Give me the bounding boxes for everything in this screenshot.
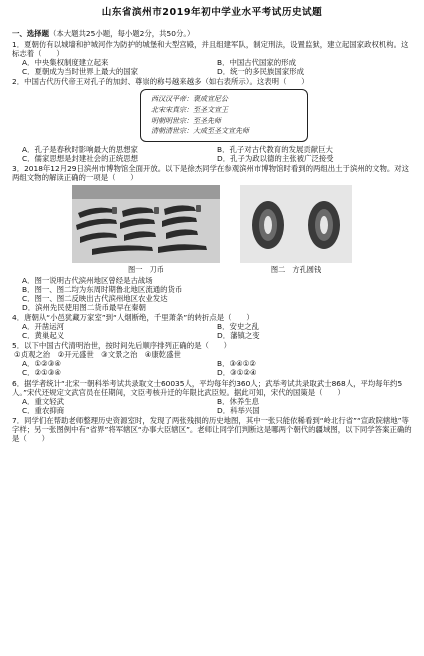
question-5	[12, 341, 412, 377]
question-stem: 3．2018年12月29日滨州市博物馆全面开放。以下是徐杰同学在参观滨州市博物馆时看到的两组出土于滨州的文物。对这两组文物的解读正确的一项是（ ）	[12, 164, 410, 183]
knife-coins-photo	[72, 185, 220, 263]
option-c: C．黄巢起义	[22, 331, 65, 341]
question-2	[12, 77, 412, 163]
section-heading-note: （本大题共25小题，每小题2分，共50分。）	[48, 28, 195, 38]
round-coins-photo	[240, 185, 352, 263]
option-d: D．统一的多民族国家形成	[217, 66, 304, 76]
question-7	[12, 416, 412, 443]
question-options	[12, 397, 412, 415]
option-b: B．图一、图二均为东周时期鲁北地区流通的货币	[22, 285, 183, 295]
question-stem: 2．中国古代历代帝王对孔子的加封、尊崇的称号越来越多（如右表所示）。这表明（ ）	[12, 76, 309, 86]
figure-2	[240, 185, 352, 275]
round-coins-image	[240, 185, 352, 263]
question-options	[12, 58, 412, 76]
option-d: D．孔子为政以德的主张被广泛接受	[217, 154, 334, 164]
title-table	[140, 89, 308, 142]
option-c: C．重农抑商	[22, 405, 65, 415]
table-row: 明朝明世宗：至圣先师	[151, 116, 221, 125]
option-d: D．藩镇之变	[217, 331, 260, 341]
option-a: A．重文轻武	[22, 396, 65, 406]
figures	[12, 185, 412, 275]
option-b: B．孔子对古代教育的发展贡献巨大	[217, 145, 333, 155]
table-row: 清朝清世宗：大成至圣文宣先师	[151, 127, 249, 136]
question-stem: 6．据学者统计“北宋一朝科举考试共录取文士60035人，平均每年约360人；武举考试共录取武士868人，平均每年约5人。”宋代还规定文武官员在任期间，文臣考核升迁的年限比武臣短。据此可知，宋代的国策是（ ）	[12, 378, 403, 397]
option-d: D．③①②④	[217, 368, 257, 378]
figure-2-caption: 图二 方孔圆钱	[270, 265, 322, 275]
option-a: A．孔子是春秋时影响最大的思想家	[22, 145, 138, 155]
question-3	[12, 164, 412, 312]
option-c: C．图一、图二反映出古代滨州地区农业发达	[22, 294, 168, 304]
section-heading	[12, 29, 412, 38]
option-c: C．儒家思想是封建社会的正统思想	[22, 154, 139, 164]
knife-coins-image	[72, 185, 220, 263]
option-a: A．中央集权制度建立起来	[22, 57, 109, 67]
question-sub-items: ①贞观之治 ②开元盛世 ③文景之治 ④康乾盛世	[14, 350, 181, 360]
table-row: 西汉汉平帝：褒成宣尼公	[151, 94, 228, 103]
option-a: A．①②③④	[22, 359, 61, 369]
option-d: D．科举兴国	[217, 405, 260, 415]
figure-1	[72, 185, 220, 275]
question-stem: 5．以下中国古代清明治世，按时间先后顺序排列正确的是（ ）	[12, 341, 232, 351]
option-a: A．开凿运河	[22, 322, 65, 332]
question-stem: 4．唐朝从“小邑犹藏万家室”到“人烟断绝，千里萧条”的转折点是（ ）	[12, 313, 254, 323]
question-stem: 1．夏朝仿有以城墙和护城河作为防护的城堡和大型宫殿，并且组建军队，制定刑法，设置监狱，建立起国家政权机构。这标志着（ ）	[12, 39, 409, 58]
option-c: C．夏朝成为当时世界上最大的国家	[22, 66, 139, 76]
option-b: B．③④①②	[217, 359, 256, 369]
option-a: A．图一说明古代滨州地区曾经是古战场	[22, 276, 153, 286]
option-c: C．②①③④	[22, 368, 62, 378]
option-b: B．安史之乱	[217, 322, 260, 332]
question-options	[12, 322, 412, 340]
question-1	[12, 40, 412, 76]
question-options	[12, 359, 412, 377]
section-heading-label: 一、选择题	[12, 28, 49, 38]
figure-1-caption: 图一 刀币	[128, 265, 164, 275]
question-4	[12, 313, 412, 340]
question-options	[12, 276, 412, 312]
page-title: 山东省滨州市2019年初中学业水平考试历史试题	[101, 7, 323, 18]
option-b: B．休养生息	[217, 396, 260, 406]
question-stem: 7．同学们在帮助老师整理历史资源室时，发现了两张残损的历史地图，其中一张只能依稀看到“岭北行省”“宣政院辖地”等字样；另一张图例中有“省界”将军辖区“办事大臣辖区”。老师让同学们判断这是哪两个朝代的疆域图，以下同学答案正确的是（ ）	[12, 415, 412, 443]
option-d: D．滨州先民使用图二货币最早在秦朝	[22, 303, 146, 313]
table-row: 北宋宋真宗：至圣文宣王	[151, 105, 228, 114]
question-options	[12, 145, 412, 163]
option-b: B．中国古代国家的形成	[217, 57, 296, 67]
question-6	[12, 379, 412, 415]
